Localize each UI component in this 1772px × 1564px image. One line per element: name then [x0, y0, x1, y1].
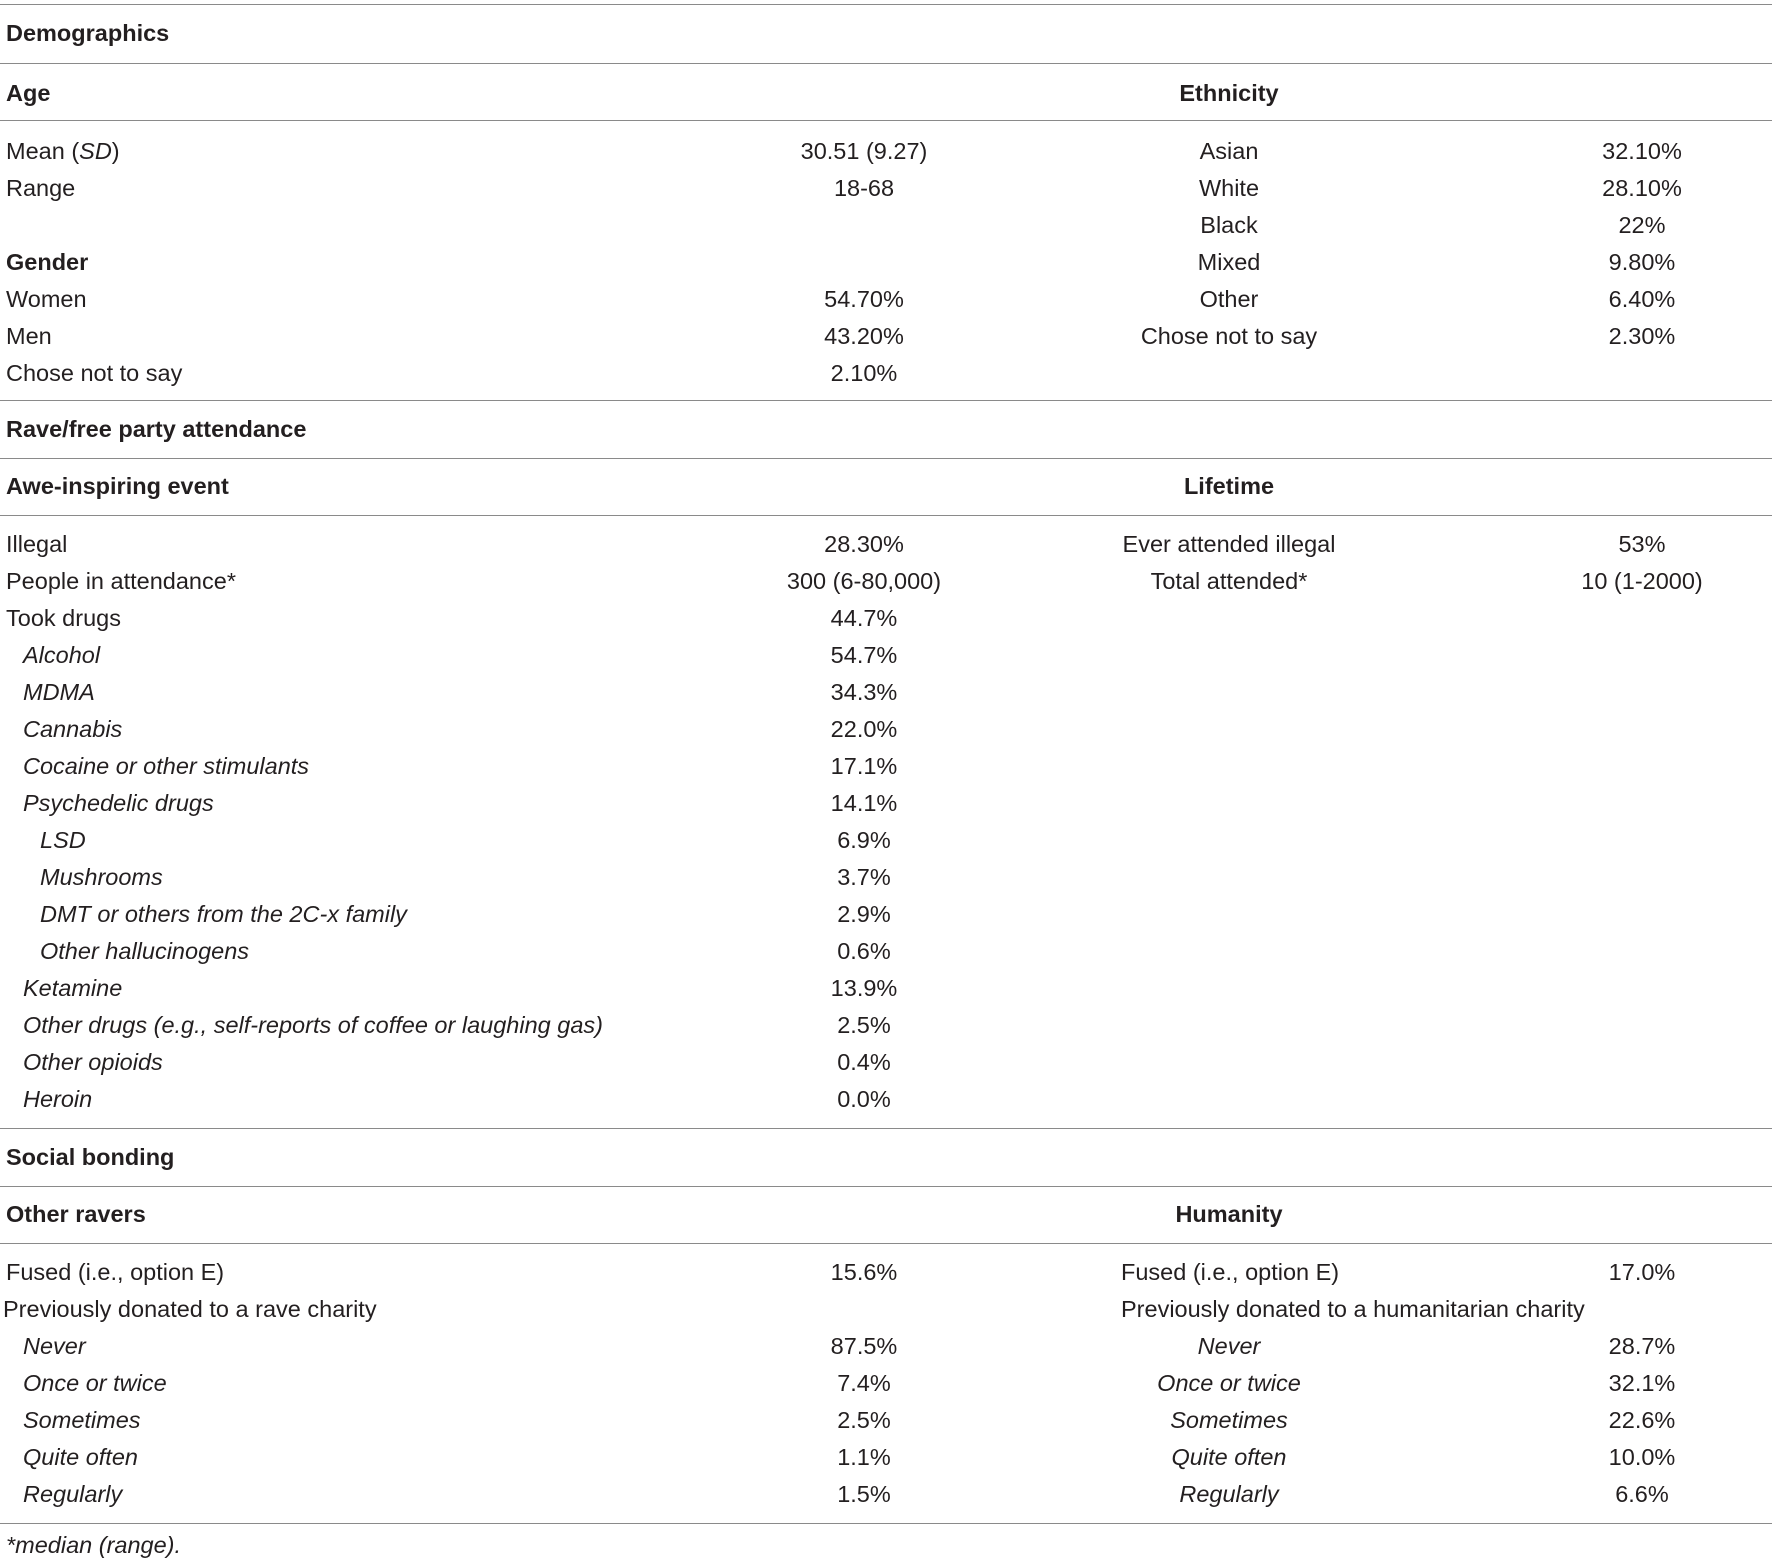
row-label: Range: [6, 175, 76, 201]
row-label: Other drugs (e.g., self-reports of coffee or laughing gas): [23, 1012, 603, 1038]
row-value: 2.30%: [1608, 323, 1676, 349]
section-rave: [0, 411, 1772, 448]
header-ethnicity: Ethnicity: [1179, 80, 1279, 106]
header-humanity: Humanity: [1175, 1201, 1283, 1227]
row-value: 54.70%: [824, 286, 904, 312]
row-label: Previously donated to a rave charity: [3, 1296, 377, 1322]
row-value: 53%: [1618, 531, 1666, 557]
row-label: Fused (i.e., option E): [1121, 1259, 1340, 1285]
table-row: [0, 1291, 1772, 1328]
row-label: Cannabis: [23, 716, 123, 742]
row-label: Regularly: [1179, 1481, 1279, 1507]
row-value: 87.5%: [830, 1333, 898, 1359]
table-row: [0, 1007, 1772, 1044]
row-value: 2.10%: [830, 360, 898, 386]
header-age: Age: [6, 80, 51, 106]
section-title: Rave/free party attendance: [6, 416, 307, 442]
row-value: 7.4%: [837, 1370, 891, 1396]
row-label: Previously donated to a humanitarian charity: [1121, 1296, 1585, 1322]
row-label: Fused (i.e., option E): [6, 1259, 225, 1285]
row-value: 54.7%: [830, 642, 898, 668]
row-value: 28.10%: [1602, 175, 1682, 201]
row-value: 22.0%: [830, 716, 898, 742]
row-label: Ever attended illegal: [1122, 531, 1336, 557]
row-value: 10 (1-2000): [1581, 568, 1703, 594]
row-value: 1.1%: [837, 1444, 891, 1470]
row-value: 28.30%: [824, 531, 904, 557]
row-value: 300 (6-80,000): [786, 568, 942, 594]
row-label: People in attendance*: [6, 568, 236, 594]
row-value: 6.6%: [1615, 1481, 1669, 1507]
table-row: [0, 1081, 1772, 1118]
row-value: 22.6%: [1608, 1407, 1676, 1433]
row-value: 43.20%: [824, 323, 904, 349]
row-label: Took drugs: [6, 605, 121, 631]
table-row: [0, 1402, 1772, 1439]
row-value: 0.6%: [837, 938, 891, 964]
rule-rave: [0, 458, 1772, 459]
rule-awe-header: [0, 515, 1772, 516]
row-label: Ketamine: [23, 975, 123, 1001]
row-label: MDMA: [23, 679, 95, 705]
rule-social-section: [0, 1128, 1772, 1129]
row-label: Quite often: [23, 1444, 138, 1470]
row-value: 2.5%: [837, 1012, 891, 1038]
section-title: Demographics: [6, 20, 170, 46]
table-row: [0, 933, 1772, 970]
row-label: Asian: [1199, 138, 1259, 164]
row-value: 0.0%: [837, 1086, 891, 1112]
table-row: [0, 748, 1772, 785]
header-row-awe: [0, 468, 1772, 505]
row-label: Chose not to say: [1140, 323, 1318, 349]
table-row: [0, 711, 1772, 748]
rule-age-header: [0, 120, 1772, 121]
table-row: [0, 1439, 1772, 1476]
row-value: 13.9%: [830, 975, 898, 1001]
table-row: [0, 1044, 1772, 1081]
row-label: Mean (SD): [6, 138, 120, 164]
header-awe-event: Awe-inspiring event: [6, 473, 229, 499]
row-value: 17.1%: [830, 753, 898, 779]
table-row: [0, 822, 1772, 859]
table-row: [0, 674, 1772, 711]
row-value: 14.1%: [830, 790, 898, 816]
row-label: Cocaine or other stimulants: [23, 753, 310, 779]
table-row: [0, 207, 1772, 244]
table-row: [0, 1328, 1772, 1365]
row-label: Never: [1197, 1333, 1261, 1359]
table-row: [0, 170, 1772, 207]
rule-top: [0, 4, 1772, 5]
row-label: Other hallucinogens: [40, 938, 250, 964]
row-value: 34.3%: [830, 679, 898, 705]
row-label: Other: [1199, 286, 1259, 312]
row-value: 2.9%: [837, 901, 891, 927]
rule-ravers-header: [0, 1243, 1772, 1244]
table-row: [0, 970, 1772, 1007]
table-row: [0, 896, 1772, 933]
row-label: Mushrooms: [40, 864, 163, 890]
row-value: 2.5%: [837, 1407, 891, 1433]
header-row-ravers: [0, 1196, 1772, 1233]
header-lifetime: Lifetime: [1183, 473, 1275, 499]
section-title: Social bonding: [6, 1144, 175, 1170]
header-other-ravers: Other ravers: [6, 1201, 146, 1227]
row-label: Heroin: [23, 1086, 93, 1112]
row-label: Black: [1200, 212, 1258, 238]
row-label: Regularly: [23, 1481, 123, 1507]
row-label: DMT or others from the 2C-x family: [40, 901, 407, 927]
section-demographics: [0, 15, 1772, 52]
table-row: [0, 244, 1772, 281]
row-value: 32.10%: [1602, 138, 1682, 164]
row-value: 0.4%: [837, 1049, 891, 1075]
row-value: 15.6%: [830, 1259, 898, 1285]
table-row: [0, 637, 1772, 674]
table-row: [0, 1476, 1772, 1513]
row-value: 1.5%: [837, 1481, 891, 1507]
table-row: [0, 600, 1772, 637]
table-row: [0, 1254, 1772, 1291]
row-value: 17.0%: [1608, 1259, 1676, 1285]
row-label: Chose not to say: [6, 360, 183, 386]
row-label: Sometimes: [23, 1407, 141, 1433]
row-value: 6.40%: [1608, 286, 1676, 312]
rule-social: [0, 1186, 1772, 1187]
row-label: Quite often: [1171, 1444, 1287, 1470]
row-label: Men: [6, 323, 52, 349]
row-label: Illegal: [6, 531, 68, 557]
table-row: [0, 526, 1772, 563]
row-label: Women: [6, 286, 87, 312]
row-label: Once or twice: [23, 1370, 167, 1396]
row-value: 32.1%: [1608, 1370, 1676, 1396]
row-value: 28.7%: [1608, 1333, 1676, 1359]
row-value: 44.7%: [830, 605, 898, 631]
row-label: Total attended*: [1150, 568, 1308, 594]
table-row: [0, 318, 1772, 355]
table-row: [0, 355, 1772, 392]
row-label: Other opioids: [23, 1049, 163, 1075]
row-label: Alcohol: [23, 642, 101, 668]
section-social: [0, 1139, 1772, 1176]
row-value: 30.51 (9.27): [800, 138, 928, 164]
row-value: 9.80%: [1608, 249, 1676, 275]
rule-rave-section: [0, 400, 1772, 401]
row-label: Never: [23, 1333, 86, 1359]
row-value: 6.9%: [837, 827, 891, 853]
table-row: [0, 133, 1772, 170]
table-row: [0, 859, 1772, 896]
header-gender: Gender: [6, 249, 89, 275]
rule-bottom: [0, 1523, 1772, 1524]
table-row: [0, 281, 1772, 318]
table-row: [0, 1365, 1772, 1402]
row-label: Sometimes: [1170, 1407, 1288, 1433]
row-value: 10.0%: [1608, 1444, 1676, 1470]
row-label: Mixed: [1197, 249, 1261, 275]
table-row: [0, 785, 1772, 822]
row-label: Once or twice: [1157, 1370, 1301, 1396]
footnote: *median (range).: [6, 1532, 182, 1558]
row-value: 22%: [1618, 212, 1666, 238]
row-value: 18-68: [833, 175, 895, 201]
row-label: Psychedelic drugs: [23, 790, 214, 816]
row-label: White: [1198, 175, 1260, 201]
rule-demographics: [0, 63, 1772, 64]
row-label: LSD: [40, 827, 86, 853]
table-row: [0, 563, 1772, 600]
header-row-age: [0, 75, 1772, 112]
row-value: 3.7%: [837, 864, 891, 890]
